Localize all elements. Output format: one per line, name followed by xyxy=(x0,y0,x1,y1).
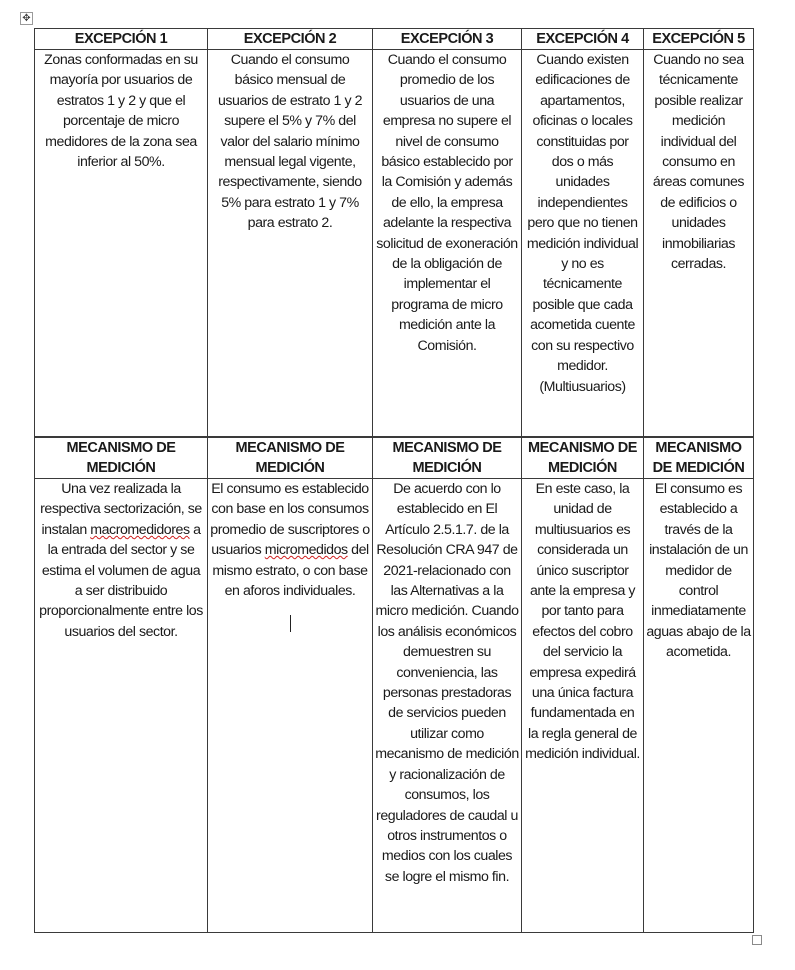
spellcheck-word[interactable]: macromedidores xyxy=(90,521,190,538)
mechanism-3-text[interactable]: De acuerdo con lo establecido en El Artículo 2.5.1.7. de la Resolución CRA 947 de 2021-relacionado con las Alternativas a la micro medición. Cuando los análisis económicos demuestren su conveniencia, las personas prestadoras de servicios pueden utilizar como mecanismo de medición y racionalización de consumos, los reguladores de caudal u otros instrumentos o medios con los cuales se logre el mismo fin. xyxy=(373,479,522,933)
mechanism-2-text-after: del mismo estrato, o con base en aforos individuales. xyxy=(212,542,369,600)
mechanism-2-header[interactable]: MECANISMO DE MEDICIÓN xyxy=(208,437,373,479)
exception-4-text[interactable]: Cuando existen edificaciones de apartamentos, oficinas o locales constituidas por dos o más unidades independientes pero que no tienen medición individual y no es técnicamente posible que cada acometida cuente con su respectivo medidor. (Multiusuarios) xyxy=(522,50,644,438)
mechanism-5-header[interactable]: MECANISMO DE MEDICIÓN xyxy=(644,437,754,479)
mechanism-5-text[interactable]: El consumo es establecido a través de la instalación de un medidor de control inmediatamente aguas abajo de la acometida. xyxy=(644,479,754,933)
exception-5-text[interactable]: Cuando no sea técnicamente posible realizar medición individual del consumo en áreas comunes de edificios o unidades inmobiliarias cerradas. xyxy=(644,50,754,438)
mechanism-1-header[interactable]: MECANISMO DE MEDICIÓN xyxy=(35,437,208,479)
mechanism-2-text-before: El consumo es establecido con base en los consumos promedio de suscriptores o usuarios xyxy=(210,481,370,559)
exception-1-text[interactable]: Zonas conformadas en su mayoría por usuarios de estratos 1 y 2 y que el porcentaje de micro medidores de la zona sea inferior al 50%. xyxy=(35,50,208,438)
exception-3-header[interactable]: EXCEPCIÓN 3 xyxy=(373,29,522,50)
exception-4-header[interactable]: EXCEPCIÓN 4 xyxy=(522,29,644,50)
mechanisms-header-row xyxy=(35,437,754,479)
exception-3-text[interactable]: Cuando el consumo promedio de los usuarios de una empresa no supere el nivel de consumo básico establecido por la Comisión y además de ello, la empresa adelante la respectiva solicitud de exoneración de la obligación de implementar el programa de micro medición ante la Comisión. xyxy=(373,50,522,438)
table-resize-handle-icon[interactable] xyxy=(752,935,762,945)
mechanism-4-header[interactable]: MECANISMO DE MEDICIÓN xyxy=(522,437,644,479)
exception-5-header[interactable]: EXCEPCIÓN 5 xyxy=(644,29,754,50)
spellcheck-word[interactable]: micromedidos xyxy=(264,542,348,559)
exception-2-header[interactable]: EXCEPCIÓN 2 xyxy=(208,29,373,50)
mechanism-2-cell[interactable] xyxy=(208,479,373,933)
mechanism-3-header[interactable]: MECANISMO DE MEDICIÓN xyxy=(373,437,522,479)
exceptions-header-row xyxy=(35,29,754,50)
mechanism-1-text-before: Una vez realizada la respectiva sectorización, se instalan xyxy=(40,481,202,538)
mechanism-1-text-after: a la entrada del sector y se estima el volumen de agua a ser distribuido proporcionalmente entre los usuarios del sector. xyxy=(39,521,203,640)
text-cursor xyxy=(290,615,291,632)
exception-1-header[interactable]: EXCEPCIÓN 1 xyxy=(35,29,208,50)
table-move-handle-icon[interactable]: ✥ xyxy=(20,12,33,25)
exceptions-body-row xyxy=(35,50,754,438)
mechanism-1-cell[interactable] xyxy=(35,479,208,933)
mechanism-4-text[interactable]: En este caso, la unidad de multiusuarios es considerada un único suscriptor ante la empresa y por tanto para efectos del cobro del servicio la empresa expedirá una única factura fundamentada en la regla general de medición individual. xyxy=(522,479,644,933)
exceptions-table xyxy=(34,28,754,933)
exception-2-text[interactable]: Cuando el consumo básico mensual de usuarios de estrato 1 y 2 supere el 5% y 7% del valor del salario mínimo mensual legal vigente, respectivamente, siendo 5% para estrato 1 y 7% para estrato 2. xyxy=(208,50,373,438)
mechanisms-body-row xyxy=(35,479,754,933)
